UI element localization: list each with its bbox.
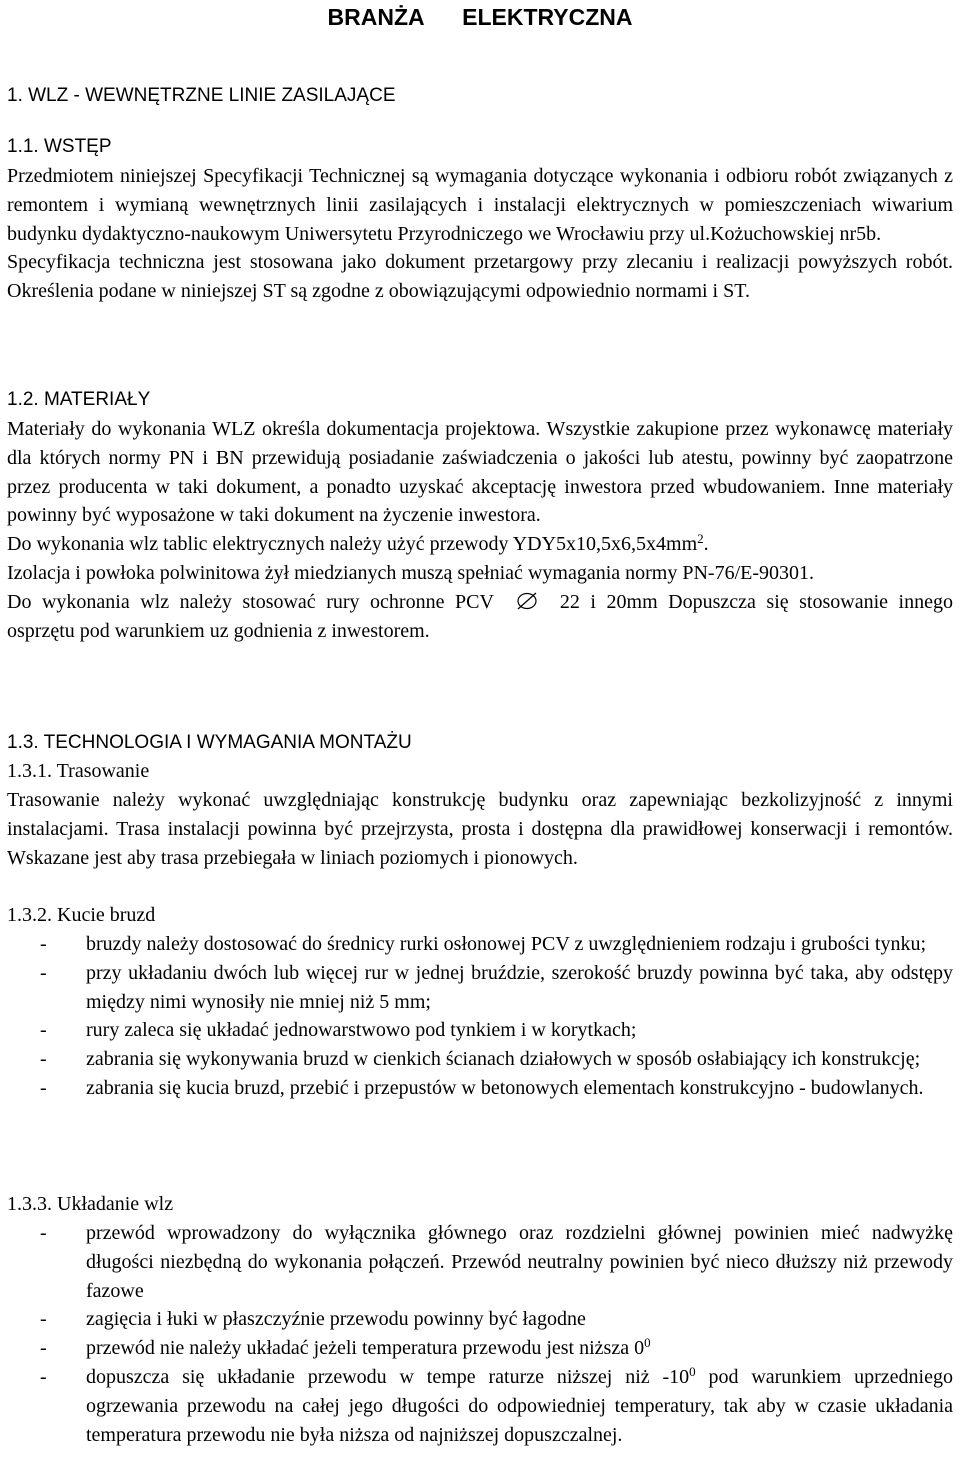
list-item: - przewód wprowadzony do wyłącznika głównego oraz rozdzielni głównej powinien mieć nadwyżkę długości niezbędną do wykonania połączeń. Przewód neutralny powinien być nieco dłuższy niż przewody fazowe [40, 1222, 953, 1302]
section-1-heading: 1. WLZ - WEWNĘTRZNE LINIE ZASILAJĄCE [7, 85, 396, 106]
list-item: - dopuszcza się układanie przewodu w tempe raturze niższej niż $-10^0$ pod warunkiem uprzedniego ogrzewania przewodu na całej jego długości do odpowiedniej temperatury, tak aby w czasie układania temperatura przewodu nie była niższa od najniższej dopuszczalnej. [40, 1363, 953, 1446]
cable-text: Do wykonania wlz tablic elektrycznych należy użyć przewody YDY5x10,5x6,5x4mm [7, 533, 698, 556]
section-1-1-heading: 1.1. WSTĘP [7, 136, 112, 157]
list-item: - zabrania się wykonywania bruzd w cienkich ścianach działowych w sposób osłabiający ich konstrukcję; [40, 1048, 921, 1071]
section-1-3-1-heading: 1.3.1. Trasowanie [7, 760, 150, 782]
conduit-text-after: 22 i 20mm Dopuszcza się stosowanie innego osprzętu pod warunkiem uz godnienia z inwestorem. [7, 590, 953, 642]
chasing-list [7, 930, 953, 1103]
routing-paragraph: Trasowanie należy wykonać uwzględniając konstrukcję budynku oraz zapewniając bezkolizyjność z innymi instalacjami. Trasa instalacji powinna być przejrzysta, prosta i dostępna dla prawidłowej konserwacji i remontów. Wskazane jest aby trasa przebiegała w liniach poziomych i pionowych. [7, 789, 953, 869]
list-item: - zabrania się kucia bruzd, przebić i przepustów w betonowych elementach konstrukcyjno - budowlanych. [40, 1076, 924, 1099]
list-item: - przewód nie należy układać jeżeli temperatura przewodu jest niższa $0^0$ [40, 1335, 651, 1360]
document-title [0, 2, 960, 32]
list-item: - rury zaleca się układać jednowarstwowo pod tynkiem i w korytkach; [40, 1019, 637, 1042]
section-1-3-3-heading: 1.3.3. Układanie wlz [7, 1193, 174, 1215]
specification-paragraph: Specyfikacja techniczna jest stosowana jako dokument przetargowy przy zlecaniu i realizacji powyższych robót. Określenia podane w niniejszej ST są zgodne z obowiązującymi odpowiednio normami i ST. [7, 251, 953, 303]
section-1-3-2-heading: 1.3.2. Kucie bruzd [7, 904, 156, 926]
intro-paragraph: Przedmiotem niniejszej Specyfikacji Technicznej są wymagania dotyczące wykonania i odbioru robót związanych z remontem i wymianą wewnętrznych linii zasilających i instalacji elektrycznych w pomieszczeniach wiwarium budynku dydaktyczno-naukowym Uniwersytetu Przyrodniczego we Wrocławiu przy ul.Kożuchowskiej nr5b. [7, 165, 953, 245]
insulation-paragraph: Izolacja i powłoka polwinitowa żył miedzianych muszą spełniać wymagania normy PN-76/E-90301. [7, 561, 815, 584]
conduit-paragraph [7, 588, 953, 646]
conduit-text-before: Do wykonania wlz należy stosować rury ochronne PCV [7, 590, 494, 613]
cable-unit-superscript: 2 [697, 531, 704, 547]
cable-paragraph: Do wykonania wlz tablic elektrycznych należy użyć przewody $YDY5x10,5x6,5x4mm^2$. [7, 531, 709, 556]
title-elektryczna: ELEKTRYCZNA [462, 4, 633, 30]
list-item: - zagięcia i łuki w płaszczyźnie przewodu powinny być łagodne [40, 1308, 586, 1331]
section-1-3-heading: 1.3. TECHNOLOGIA I WYMAGANIA MONTAŻU [7, 732, 412, 753]
list-item: - przy układaniu dwóch lub więcej rur w jednej bruździe, szerokość bruzdy powinna być taka, aby odstępy między nimi wynosiły nie mniej niż 5 mm; [40, 961, 953, 1013]
laying-list [7, 1219, 953, 1449]
title-branza: BRANŻA [327, 4, 424, 30]
materials-paragraph: Materiały do wykonania WLZ określa dokumentacja projektowa. Wszystkie zakupione przez wykonawcę materiały dla których normy PN i BN przewidują posiadanie zaświadczenia o jakości lub atestu, powinny być zaopatrzone przez producenta w taki dokument, a ponadto uzyskać akceptację inwestora przed wbudowaniem. Inne materiały powinny być wyposażone w taki dokument na życzenie inwestora. [7, 418, 953, 527]
section-1-2-body [7, 415, 953, 645]
empty-set-icon [516, 592, 538, 610]
section-1-3-1-body [7, 786, 953, 872]
section-1-2-heading: 1.2. MATERIAŁY [7, 389, 151, 410]
list-item: - bruzdy należy dostosować do średnicy rurki osłonowej PCV z uwzględnieniem rodzaju i grubości tynku; [40, 933, 927, 955]
section-1-1-body [7, 162, 953, 306]
